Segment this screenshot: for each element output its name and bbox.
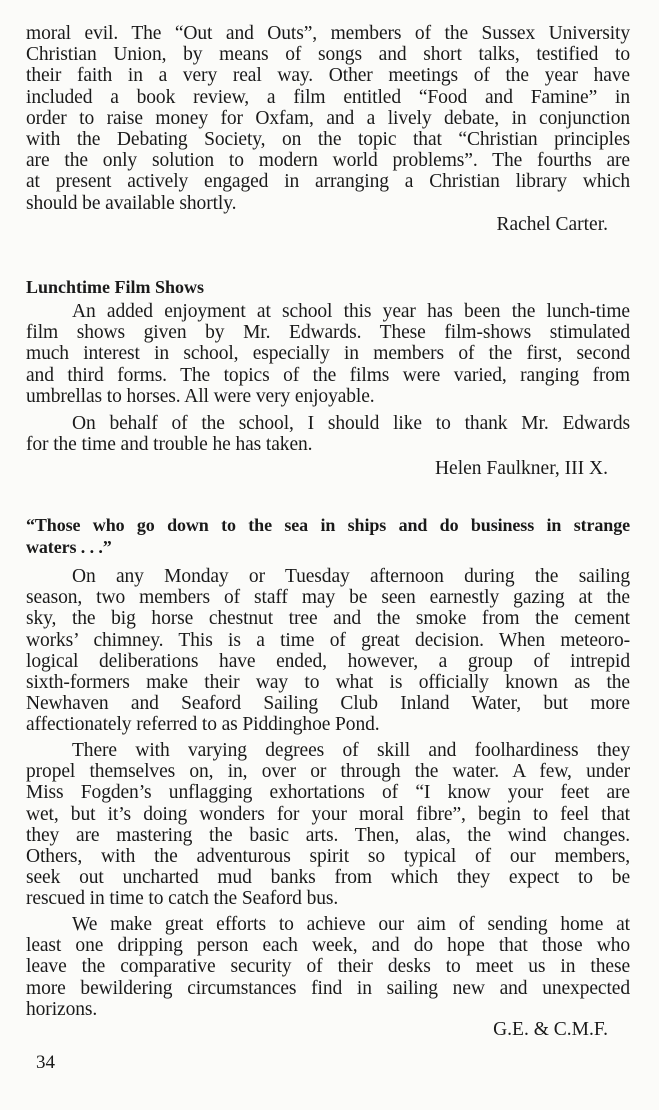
text-line: at present actively engaged in arranging a Christian library which (26, 171, 630, 193)
text-line: Christian Union, by means of songs and short talks, testified to (26, 44, 630, 66)
text-line: wet, but it’s doing wonders for your moral fibre”, begin to feel that (26, 803, 630, 825)
text-line: There with varying degrees of skill and foolhardiness they (72, 740, 630, 761)
text-line: leave the comparative security of their desks to meet us in these (26, 956, 630, 978)
signature-block (26, 1019, 630, 1041)
text-line: least one dripping person each week, and do hope that those who (26, 935, 630, 957)
text-line: propel themselves on, in, over or through the water. A few, under (26, 761, 630, 783)
text-line: order to raise money for Oxfam, and a lively debate, in conjunction (26, 107, 630, 129)
signature-block (26, 458, 630, 480)
text-line: film shows given by Mr. Edwards. These film-shows stimulated (26, 322, 630, 344)
text-line: included a book review, a film entitled “Food and Famine” in (26, 86, 630, 108)
text-line: affectionately referred to as Piddinghoe Pond. (26, 714, 380, 736)
sailing-para-3 (26, 914, 630, 1020)
text-line: sky, the big horse chestnut tree and the smoke from the cement (26, 608, 630, 630)
text-line: On behalf of the school, I should like to thank Mr. Edwards (72, 413, 630, 434)
text-line: umbrellas to horses. All were very enjoyable. (26, 385, 375, 407)
sailing-para-2 (26, 740, 630, 910)
text-line: sixth-formers make their way to what is officially known as the (26, 672, 630, 694)
section-heading: Lunchtime Film Shows (26, 277, 205, 297)
text-line: much interest in school, especially in members of the first, second (26, 343, 630, 365)
signature-ge-cmf: G.E. & C.M.F. (493, 1019, 608, 1040)
text-line: more bewildering circumstances find in sailing new and unexpected (26, 977, 630, 999)
section-heading-line: waters . . .” (26, 537, 112, 557)
signature-rachel-carter: Rachel Carter. (496, 214, 608, 235)
page-number: 34 (36, 1052, 55, 1073)
text-line: with the Debating Society, on the topic that “Christian principles (26, 129, 630, 151)
text-line: they are mastering the basic arts. Then, alas, the wind changes. (26, 824, 630, 846)
section-heading-line: “Those who go down to the sea in ships and do business in strange (26, 515, 630, 535)
text-line: and third forms. The topics of the films were varied, ranging from (26, 364, 630, 386)
sailing-heading (26, 514, 630, 558)
film-shows-heading (26, 276, 630, 298)
text-line: horizons. (26, 998, 98, 1020)
text-line: moral evil. The “Out and Outs”, members of the Sussex University (26, 23, 630, 44)
christian-union-text (26, 23, 630, 214)
signature-helen-faulkner: Helen Faulkner, III X. (434, 458, 608, 479)
text-line: their faith in a very real way. Other meetings of the year have (26, 65, 630, 87)
text-line: Newhaven and Seaford Sailing Club Inland Water, but more (26, 693, 630, 715)
text-line: for the time and trouble he has taken. (26, 434, 313, 456)
text-line: On any Monday or Tuesday afternoon during the sailing (72, 566, 630, 587)
film-shows-para-1 (26, 301, 630, 407)
signature-block (26, 214, 630, 236)
text-line: rescued in time to catch the Seaford bus. (26, 888, 339, 910)
sailing-para-1 (26, 566, 630, 736)
text-line: We make great efforts to achieve our aim of sending home at (72, 914, 630, 935)
text-line: An added enjoyment at school this year has been the lunch-time (72, 301, 630, 322)
text-line: logical deliberations have ended, however, a group of intrepid (26, 650, 630, 672)
text-line: works’ chimney. This is a time of great decision. When meteoro- (26, 629, 630, 651)
text-line: seek out uncharted mud banks from which they expect to be (26, 867, 630, 889)
text-line: should be available shortly. (26, 192, 237, 214)
text-line: Others, with the adventurous spirit so typical of our members, (26, 846, 630, 868)
text-line: Miss Fogden’s unflagging exhortations of “I know your feet are (26, 782, 630, 804)
text-line: season, two members of staff may be seen earnestly gazing at the (26, 587, 630, 609)
film-shows-para-2 (26, 413, 630, 455)
text-line: are the only solution to modern world problems”. The fourths are (26, 150, 630, 172)
